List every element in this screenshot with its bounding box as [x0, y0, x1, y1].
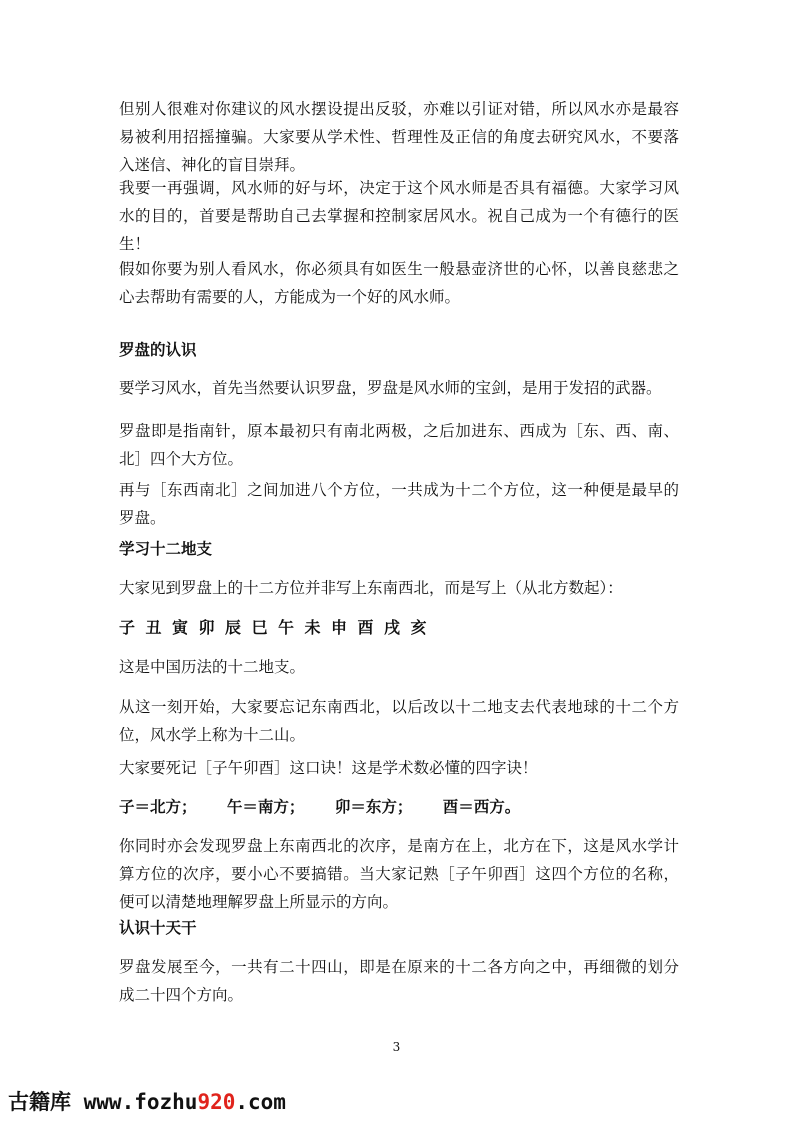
branch-chen: 辰	[225, 618, 242, 637]
heading-text: 认识十天干	[119, 919, 197, 937]
direction-you-west: 酉＝西方。	[442, 798, 521, 816]
direction-zi-north: 子＝北方；	[119, 798, 197, 816]
text-line: 这是中国历法的十二地支。	[119, 658, 306, 676]
paragraph-11	[119, 832, 679, 916]
branch-you: 酉	[357, 618, 374, 637]
text-line: 心去帮助有需要的人，方能成为一个好的风水师。	[119, 288, 461, 306]
text-line: 我要一再强调，风水师的好与坏，决定于这个风水师是否具有福德。大家学习风	[119, 179, 679, 197]
section-heading-stems	[119, 914, 679, 942]
branch-shen: 申	[331, 618, 348, 637]
branch-si: 巳	[251, 618, 268, 637]
page-number: 3	[392, 1040, 401, 1054]
paragraph-10	[119, 754, 679, 782]
text-line: 位，风水学上称为十二山。	[119, 726, 306, 744]
direction-mnemonic-row	[119, 793, 679, 821]
heading-text: 罗盘的认识	[119, 341, 197, 359]
branch-zi: 子	[119, 618, 136, 637]
text-line: 易被利用招摇撞骗。大家要从学术性、哲理性及正信的角度去研究风水，不要落	[119, 128, 679, 146]
direction-mao-east: 卯＝东方；	[334, 798, 413, 816]
text-line: 入迷信、神化的盲目崇拜。	[119, 156, 306, 174]
paragraph-12	[119, 953, 679, 1009]
direction-wu-south: 午＝南方；	[226, 798, 305, 816]
text-line: 要学习风水，首先当然要认识罗盘，罗盘是风水师的宝剑，是用于发招的武器。	[119, 379, 662, 397]
paragraph-6	[119, 476, 679, 532]
paragraph-9	[119, 693, 679, 749]
text-line: 从这一刻开始，大家要忘记东南西北，以后改以十二地支去代表地球的十二个方	[119, 698, 679, 716]
branch-xu: 戌	[384, 618, 401, 637]
text-line: 水的目的，首要是帮助自己去掌握和控制家居风水。祝自己成为一个有德行的医	[119, 207, 679, 225]
section-heading-compass	[119, 336, 679, 364]
paragraph-4	[119, 374, 679, 402]
earthly-branches-row	[119, 614, 679, 642]
paragraph-3	[119, 255, 679, 311]
site-watermark	[8, 1086, 286, 1116]
branch-yin: 寅	[172, 618, 189, 637]
text-line: 罗盘。	[119, 509, 166, 527]
text-line: 成二十四个方向。	[119, 986, 244, 1004]
branch-hai: 亥	[410, 618, 427, 637]
text-line: 再与［东西南北］之间加进八个方位，一共成为十二个方位，这一种便是最早的	[119, 481, 679, 499]
watermark-cn: 古籍库	[8, 1090, 71, 1114]
watermark-url-part2: 920	[197, 1090, 236, 1114]
text-line: 大家要死记［子午卯酉］这口诀！这是学术数必懂的四字诀！	[119, 759, 538, 777]
text-line: 你同时亦会发现罗盘上东南西北的次序，是南方在上，北方在下，这是风水学计	[119, 837, 679, 855]
text-line: 便可以清楚地理解罗盘上所显示的方向。	[119, 893, 399, 911]
heading-text: 学习十二地支	[119, 540, 213, 558]
text-line: 但别人很难对你建议的风水摆设提出反驳，亦难以引证对错，所以风水亦是最容	[119, 100, 679, 118]
text-line: 罗盘发展至今，一共有二十四山，即是在原来的十二各方向之中，再细微的划分	[119, 958, 679, 976]
watermark-url-part3: .com	[235, 1090, 286, 1114]
branch-chou: 丑	[145, 618, 162, 637]
paragraph-8	[119, 653, 679, 681]
text-line: 生！	[119, 235, 151, 253]
paragraph-5	[119, 417, 679, 473]
branch-wu: 午	[278, 618, 295, 637]
paragraph-2	[119, 174, 679, 258]
paragraph-7	[119, 574, 679, 602]
text-line: 假如你要为别人看风水，你必须具有如医生一般悬壶济世的心怀，以善良慈悲之	[119, 260, 679, 278]
text-line: 北］四个大方位。	[119, 450, 244, 468]
branch-mao: 卯	[198, 618, 215, 637]
text-line: 大家见到罗盘上的十二方位并非写上东南西北，而是写上（从北方数起）：	[119, 579, 623, 597]
text-line: 罗盘即是指南针，原本最初只有南北两极，之后加进东、西成为［东、西、南、	[119, 422, 679, 440]
paragraph-1	[119, 95, 679, 179]
branch-wei: 未	[304, 618, 321, 637]
watermark-url-part1: www.fozhu	[71, 1090, 198, 1114]
text-line: 算方位的次序，要小心不要搞错。当大家记熟［子午卯酉］这四个方位的名称，	[119, 865, 679, 883]
section-heading-branches	[119, 535, 679, 563]
